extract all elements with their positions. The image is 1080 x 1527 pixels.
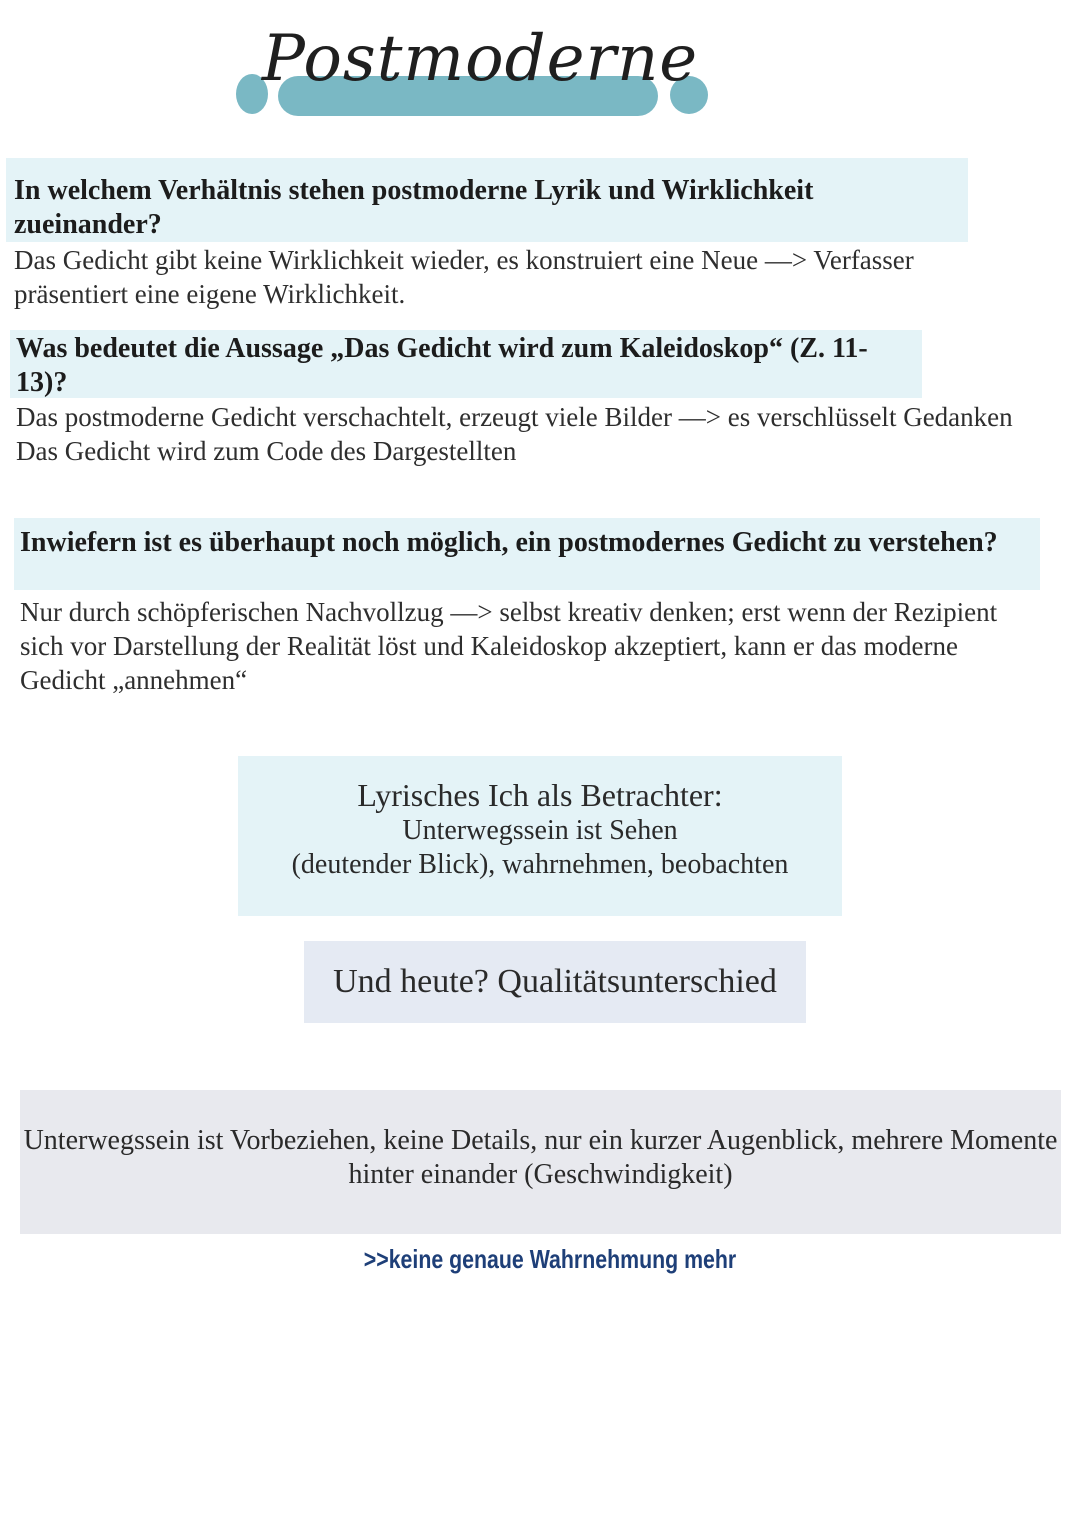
- page-title: Postmoderne: [261, 22, 699, 96]
- lyrisches-ich-line-1: Unterwegssein ist Sehen: [402, 815, 678, 846]
- answer-2-line-1: Das postmoderne Gedicht verschachtelt, erzeugt viele Bilder —> es verschlüsselt Gedanken: [16, 402, 1013, 432]
- conclusion-tagline: >>keine genaue Wahrnehmung mehr: [363, 1244, 737, 1274]
- question-3: Inwiefern ist es überhaupt noch möglich, ein postmodernes Gedicht zu verstehen?: [20, 527, 998, 558]
- lyrisches-ich-line-2: (deutender Blick), wahrnehmen, beobachten: [291, 849, 789, 880]
- answer-3: Nur durch schöpferischen Nachvollzug —> selbst kreativ denken; erst wenn der Rezipient sich vor Darstellung der Realität löst und Kaleidoskop akzeptiert, kann er das moderne Gedicht „annehmen“: [20, 597, 998, 695]
- und-heute-box: Und heute? Qualitätsunterschied: [304, 941, 806, 1023]
- answer-2: [16, 400, 1016, 468]
- answer-2-line-2: Das Gedicht wird zum Code des Dargestellten: [16, 436, 517, 466]
- unterwegssein-text: Unterwegssein ist Vorbeziehen, keine Details, nur ein kurzer Augenblick, mehrere Momente hinter einander (Geschwindigkeit): [23, 1125, 1058, 1190]
- question-2: Was bedeutet die Aussage „Das Gedicht wird zum Kaleidoskop“ (Z. 11-13)?: [16, 333, 868, 398]
- question-1: In welchem Verhältnis stehen postmoderne Lyrik und Wirklichkeit zueinander?: [14, 175, 814, 240]
- answer-1: Das Gedicht gibt keine Wirklichkeit wieder, es konstruiert eine Neue —> Verfasser präsentiert eine eigene Wirklichkeit.: [14, 245, 914, 309]
- lyrisches-ich-title: Lyrisches Ich als Betrachter:: [357, 777, 723, 813]
